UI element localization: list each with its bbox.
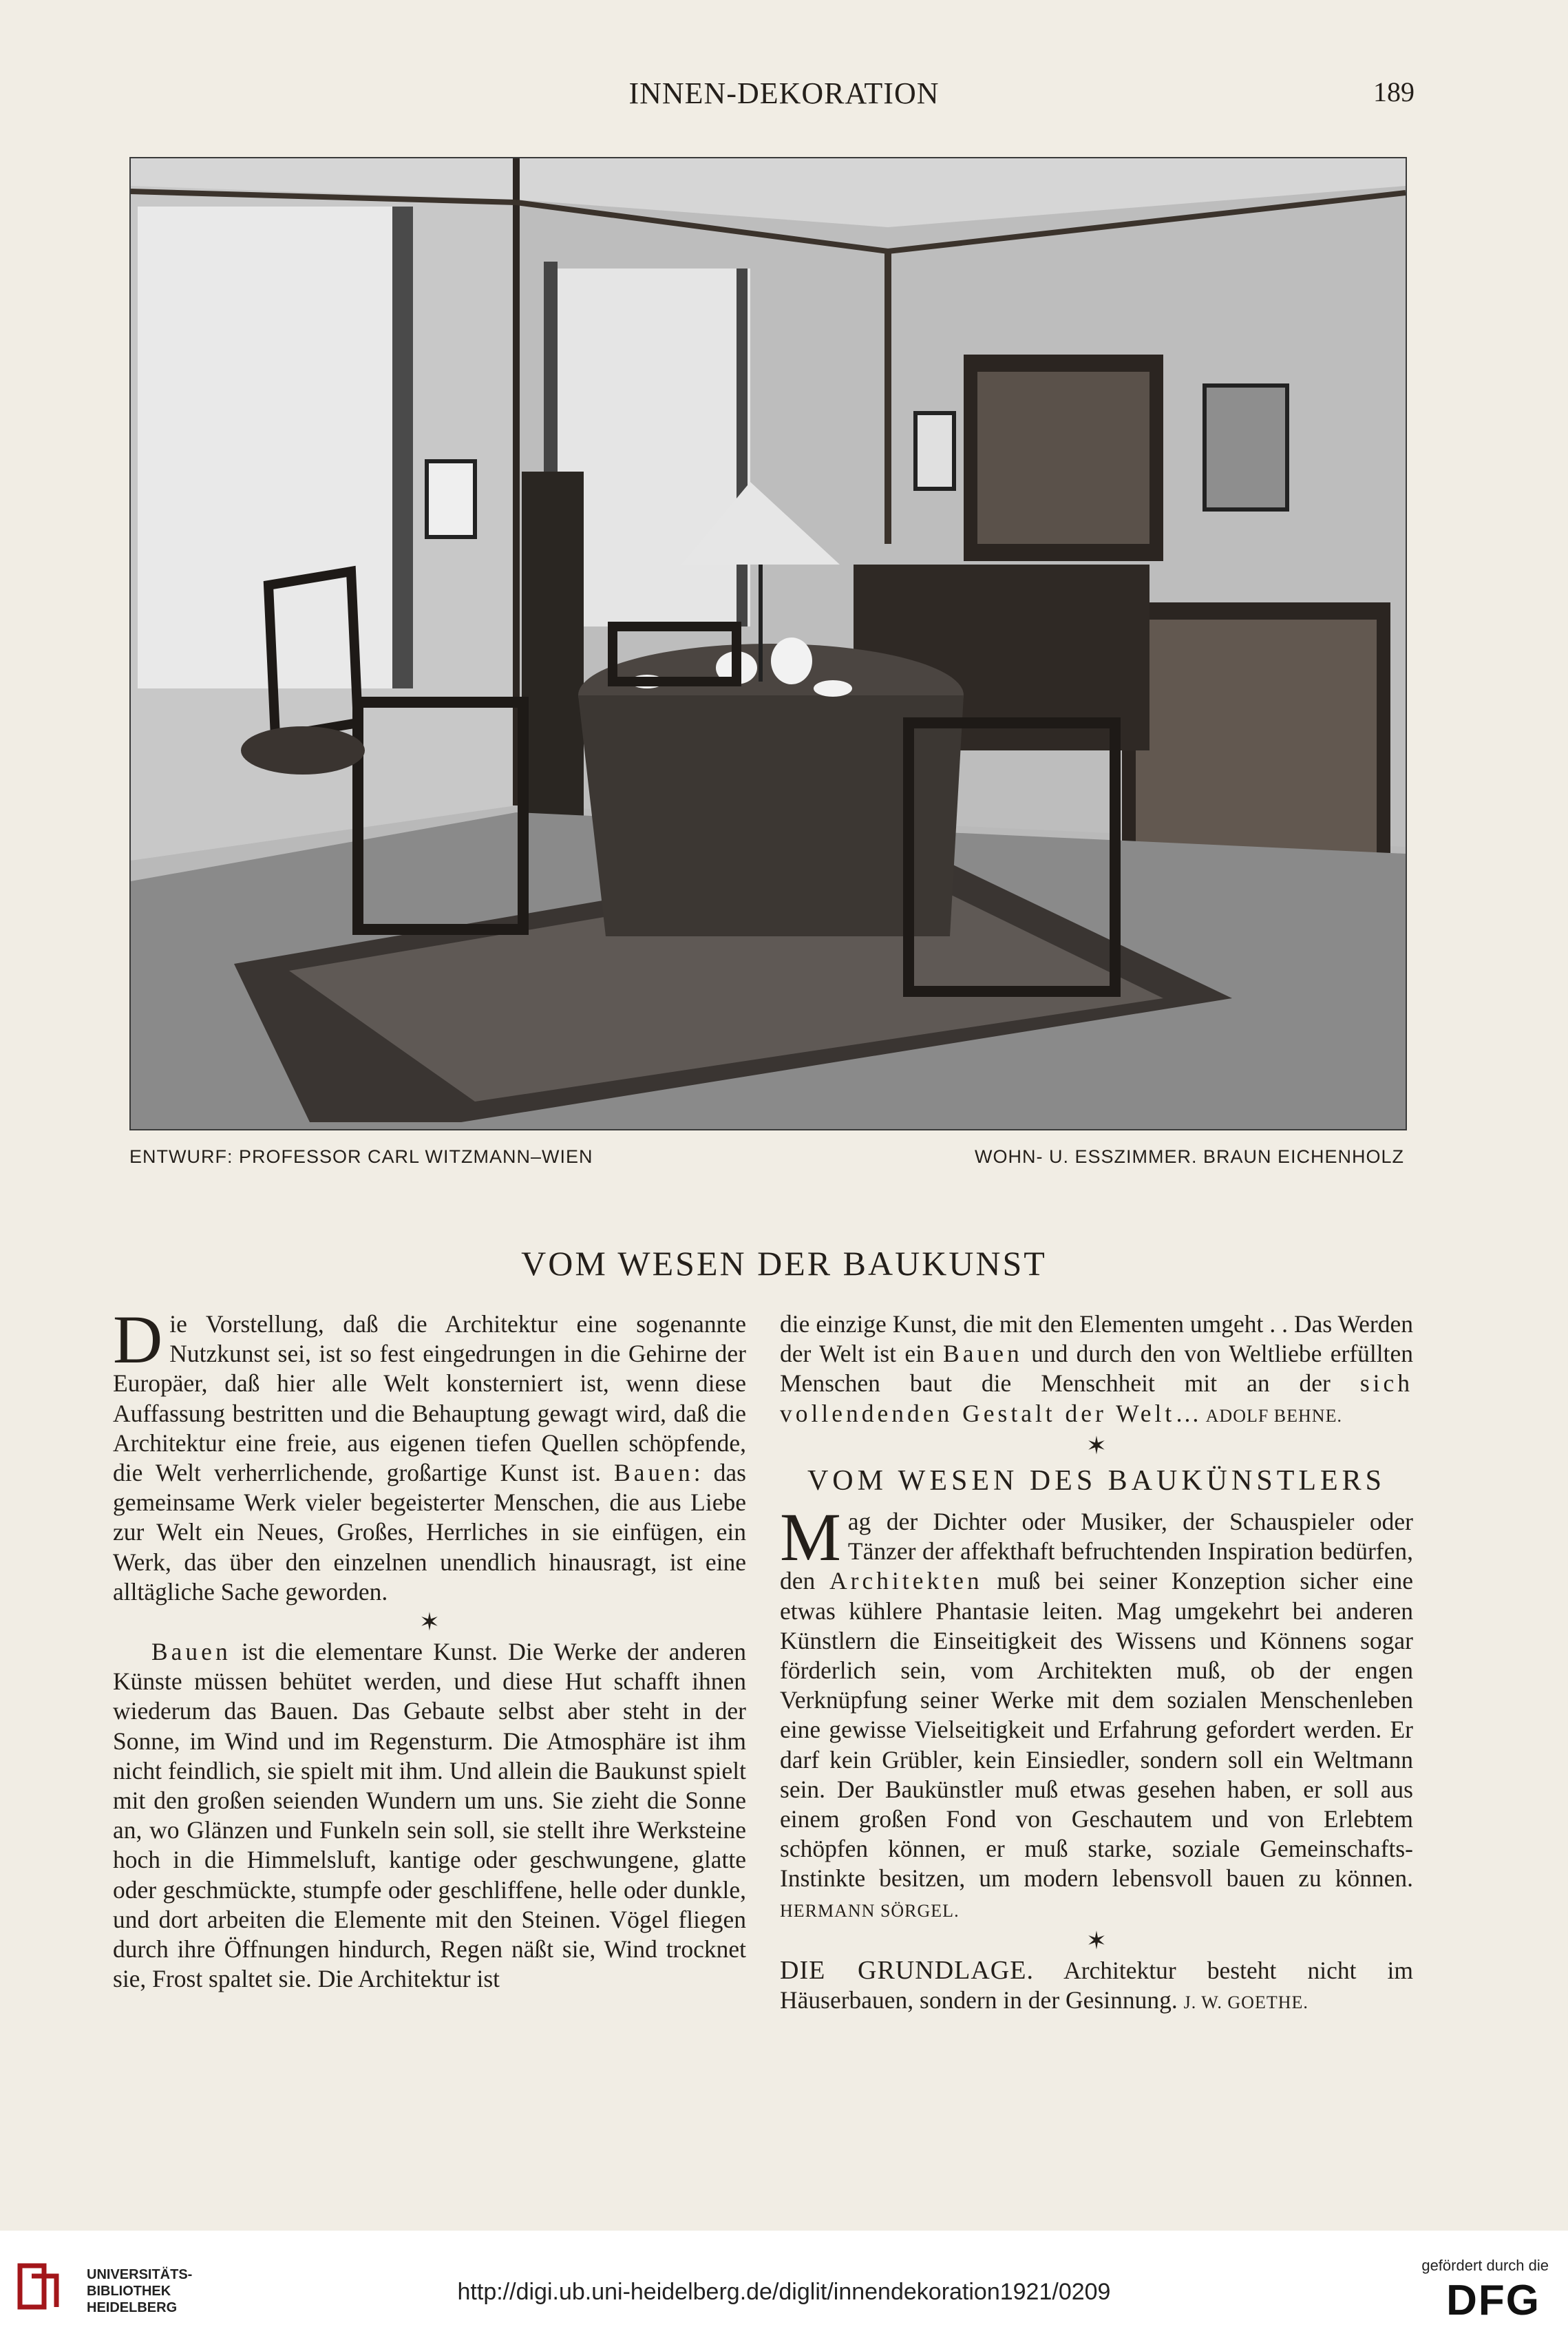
digitization-footer	[0, 2231, 1568, 2327]
paragraph-continuation	[780, 1309, 1413, 1431]
paragraph-text: …	[1175, 1399, 1206, 1427]
author-name: HERMANN SÖRGEL.	[780, 1900, 960, 1921]
paragraph-text: muß bei seiner Konzeption sicher eine etwas kühlere Phantasie leiten. Mag umgekehrt bei anderen Künstlern die Einseitigkeit des Wissens und Könnens sogar förderlich sein, vom Architekten muß, ob der engen Verknüpfung seiner Werke mit dem sozialen Menschenleben eine gewisse Vielseitigkeit und Erfahrung gefordert werden. Er darf kein Grübler, kein Einsiedler, sondern soll ein Weltmann sein. Der Baukünstler muß etwas gesehen haben, er soll aus einem großen Fond von Geschautem und von Erlebtem schöpfen können, er muß starke, soziale Gemeinschafts-Instinkte besitzen, um modern lebensvoll bauen zu können.	[780, 1567, 1413, 1893]
inline-heading: DIE GRUNDLAGE.	[780, 1955, 1034, 1985]
dropcap: D	[113, 1301, 163, 1378]
paragraph-text: die einzige Kunst, die mit den Elementen umgeht . . Das Werden der Welt ist ein	[780, 1310, 1413, 1368]
author-name: J. W. GOETHE.	[1183, 1992, 1309, 2013]
source-url-link[interactable]: http://digi.ub.uni-heidelberg.de/diglit/innendekoration1921/0209	[457, 2279, 1111, 2305]
paragraph-text: ag der Dichter oder Musiker, der Schauspieler oder Tänzer der affekthaft befruchtenden Inspiration bedürfen, den	[780, 1508, 1413, 1595]
right-column	[780, 1309, 1413, 2017]
section-star: ✶	[419, 1608, 441, 1636]
dropcap: M	[780, 1499, 841, 1576]
paragraph-intro	[113, 1301, 746, 1607]
emphasis-text: Bauen	[151, 1638, 231, 1666]
section-star: ✶	[1085, 1431, 1108, 1460]
paragraph-grundlage	[780, 1956, 1413, 2017]
library-name-line: UNIVERSITÄTS-	[87, 2267, 193, 2282]
library-name-line: BIBLIOTHEK	[87, 2284, 171, 2299]
emphasis-text: sich vollendenden Gestalt der Welt	[780, 1369, 1413, 1427]
library-name-line: HEIDELBERG	[87, 2300, 178, 2315]
emphasis-text: Bauen	[614, 1459, 694, 1487]
photo-caption-designer: ENTWURF: PROFESSOR CARL WITZMANN–WIEN	[129, 1146, 593, 1167]
article-title: VOM WESEN DER BAUKUNST	[521, 1244, 1047, 1283]
interior-photograph	[129, 157, 1407, 1130]
emphasis-text: Architekten	[829, 1567, 983, 1595]
paragraph-bauen	[113, 1637, 746, 1994]
left-column	[113, 1301, 746, 1994]
funding-note: gefördert durch die	[1421, 2257, 1549, 2274]
author-name: ADOLF BEHNE.	[1205, 1405, 1342, 1426]
paragraph-text: Architektur besteht nicht im Häuserbauen, sondern in der Gesinnung.	[780, 1956, 1414, 2014]
running-title: INNEN-DEKORATION	[628, 76, 940, 110]
paragraph-text: ie Vorstellung, daß die Architektur eine sogenannte Nutzkunst sei, ist so fest eingedrungen in die Gehirne der Europäer, daß hier alle Welt konsterniert ist, wenn diese Auffassung bestritten und die Behauptung gewagt wird, daß die Architektur eine freie, aus eigenen tiefen Quellen schöpfende, die Welt verherrlichende, großartige Kunst ist.	[113, 1310, 746, 1487]
paragraph-text: und durch den von Weltliebe erfüllten Menschen baut die Menschheit mit an der	[780, 1340, 1414, 1398]
photo-caption-room: WOHN- U. ESSZIMMER. BRAUN EICHENHOLZ	[974, 1146, 1404, 1167]
funder-logo: DFG	[1446, 2277, 1540, 2324]
emphasis-text: Bauen	[943, 1340, 1023, 1368]
paragraph-baukuenstler	[780, 1499, 1413, 1926]
paragraph-text: ist die elementare Kunst. Die Werke der anderen Künste müssen behütet werden, und diese Hut schafft ihnen wiederum das Bauen. Das Gebaute selbst aber steht in der Sonne, im Wind und im Regensturm. Die Atmosphäre ist ihm nicht feindlich, sie spielt mit ihm. Und allein die Baukunst spielt mit den großen seienden Wundern um uns. Sie zieht die Sonne an, wo Glänzen und Funkeln sein soll, sie stellt ihre Werksteine hoch in die Himmelsluft, kantige oder geschwungene, glatte oder geschmückte, stumpfe oder geschliffene, helle oder dunkle, und dort arbeiten die Elemente mit den Steinen. Vögel fliegen durch ihre Öffnungen hindurch, Regen näßt sie, Wind trocknet sie, Frost spaltet sie. Die Architektur ist	[113, 1638, 746, 1993]
section-star: ✶	[1085, 1926, 1108, 1955]
paragraph-text: : das gemeinsame Werk vieler begeisterter Menschen, die aus Liebe zur Welt ein Neues, Großes, Herrliches in sie einfügen, ein Werk, das über den einzelnen unendlich hinausragt, ist eine alltägliche Sache geworden.	[113, 1459, 746, 1605]
page-number: 189	[1373, 76, 1415, 107]
section-heading: VOM WESEN DES BAUKÜNSTLERS	[807, 1464, 1386, 1497]
